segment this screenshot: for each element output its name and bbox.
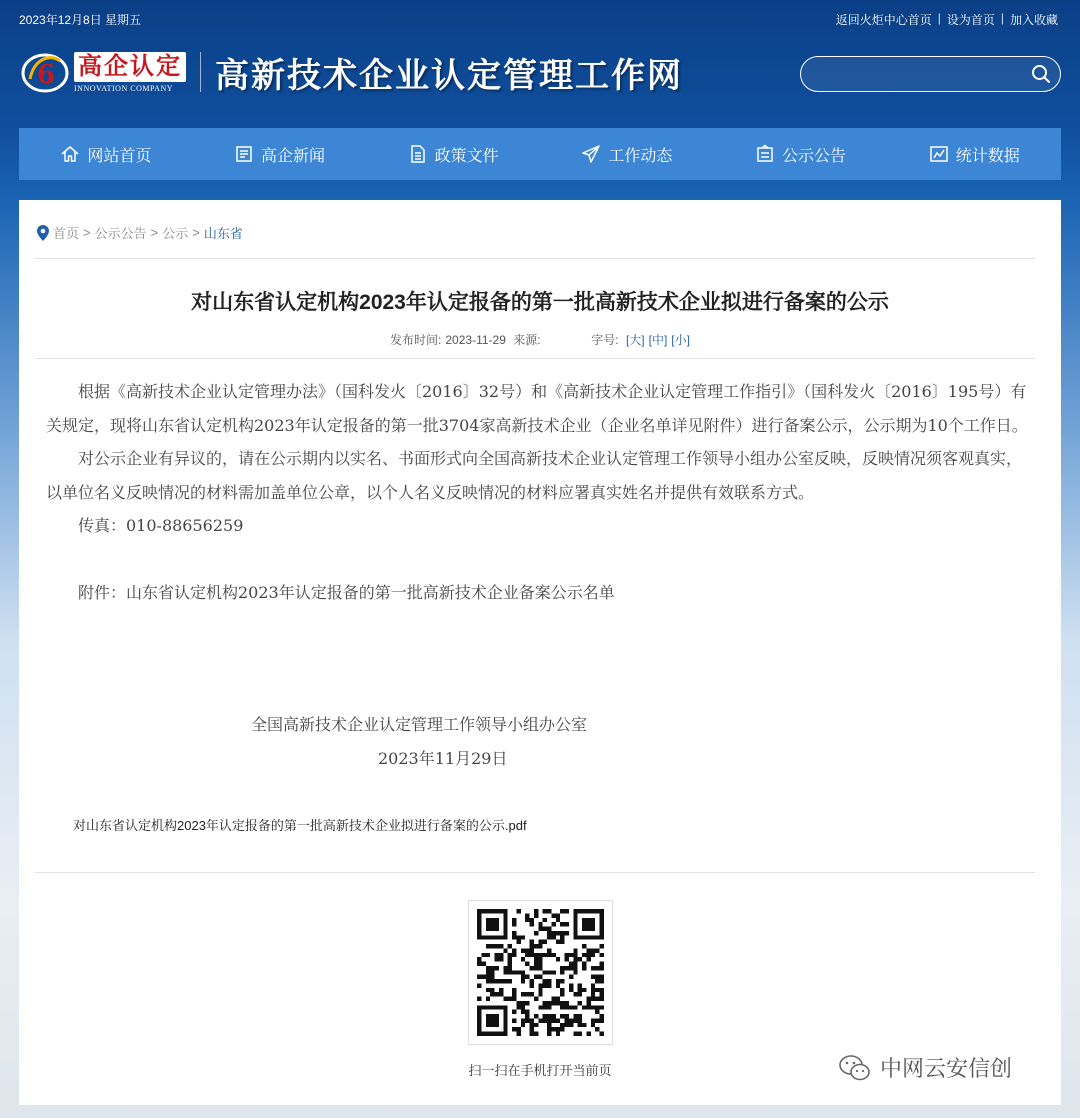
publish-date: 2023-11-29 <box>445 333 506 347</box>
nav-home[interactable] <box>19 128 193 180</box>
font-size-large-button[interactable]: [大] <box>625 333 645 347</box>
logo-text <box>74 52 186 93</box>
qr-code <box>468 900 613 1045</box>
location-pin-icon <box>37 225 49 241</box>
breadcrumb-separator: > <box>83 225 91 240</box>
nav-news[interactable] <box>193 128 367 180</box>
publish-label: 发布时间: <box>390 333 442 347</box>
logo-swirl-icon <box>20 47 70 97</box>
article-paragraph: 对公示企业有异议的，请在公示期内以实名、书面形式向全国高新技术企业认定管理工作领导小组办公室反映，反映情况须客观真实，以单位名义反映情况的材料需加盖单位公章，以个人名义反映情况的材料应署真实姓名并提供有效联系方式。 <box>46 449 1023 502</box>
breadcrumb-current[interactable]: 山东省 <box>203 226 243 241</box>
breadcrumb <box>37 223 243 242</box>
article-panel <box>19 200 1061 1105</box>
main-nav <box>19 128 1061 180</box>
back-to-torch-home-link[interactable]: 返回火炬中心首页 <box>835 13 932 27</box>
divider <box>35 358 1035 359</box>
brand-divider <box>200 52 201 92</box>
send-icon <box>581 144 601 164</box>
search-box <box>800 56 1061 92</box>
home-icon <box>60 144 80 164</box>
nav-label: 统计数据 <box>955 147 1020 165</box>
divider <box>35 258 1035 259</box>
blank-line <box>46 543 1036 577</box>
search-input[interactable] <box>815 64 1025 84</box>
nav-notices[interactable] <box>714 128 888 180</box>
breadcrumb-separator: > <box>192 225 200 240</box>
breadcrumb-home[interactable]: 首页 <box>53 226 80 241</box>
current-date: 2023年12月8日 星期五 <box>19 13 142 27</box>
nav-policy[interactable] <box>366 128 540 180</box>
signature-date: 2023年11月29日 <box>378 749 508 768</box>
breadcrumb-separator: > <box>150 225 159 240</box>
svg-text:6: 6 <box>37 60 56 90</box>
wechat-watermark <box>838 1052 1012 1083</box>
link-separator: | <box>937 11 941 25</box>
font-size-medium-button[interactable]: [中] <box>648 333 668 347</box>
set-homepage-link[interactable]: 设为首页 <box>946 13 995 27</box>
search-icon[interactable] <box>1030 63 1052 85</box>
top-bar <box>0 0 1080 36</box>
add-favorite-link[interactable]: 加入收藏 <box>1009 13 1058 27</box>
wechat-icon <box>838 1053 872 1083</box>
qr-code-image <box>477 909 604 1036</box>
watermark-text: 中网云安信创 <box>880 1056 1013 1081</box>
font-size-label: 字号: <box>591 333 619 347</box>
top-links <box>836 11 1058 28</box>
qr-caption: 扫一扫在手机打开当前页 <box>468 1063 612 1078</box>
article-meta <box>19 331 1061 348</box>
divider <box>35 872 1035 873</box>
logo-chinese: 高企认定 <box>74 52 186 82</box>
notice-icon <box>755 144 775 164</box>
nav-statistics[interactable] <box>887 128 1061 180</box>
nav-label: 高企新闻 <box>261 147 326 165</box>
article-body <box>46 375 1036 610</box>
nav-work-updates[interactable] <box>540 128 714 180</box>
attachment-pdf-link[interactable]: 对山东省认定机构2023年认定报备的第一批高新技术企业拟进行备案的公示.pdf <box>73 818 527 833</box>
site-title: 高新技术企业认定管理工作网 <box>215 55 683 96</box>
nav-label: 工作动态 <box>608 147 673 165</box>
nav-label: 网站首页 <box>87 147 152 165</box>
article-paragraph: 传真：010-88656259 <box>78 516 244 535</box>
site-brand[interactable] <box>20 44 683 100</box>
attachment-text: 附件：山东省认定机构2023年认定报备的第一批高新技术企业备案公示名单 <box>78 583 615 602</box>
breadcrumb-notices[interactable]: 公示公告 <box>94 226 147 241</box>
source-label: 来源: <box>513 333 541 347</box>
nav-label: 公示公告 <box>782 147 847 165</box>
breadcrumb-publicity[interactable]: 公示 <box>162 226 189 241</box>
signature-org: 全国高新技术企业认定管理工作领导小组办公室 <box>251 715 588 734</box>
link-separator: | <box>1000 11 1004 25</box>
article-title: 对山东省认定机构2023年认定报备的第一批高新技术企业拟进行备案的公示 <box>191 291 889 314</box>
logo-english: INNOVATION COMPANY <box>74 83 174 93</box>
font-size-small-button[interactable]: [小] <box>671 333 690 347</box>
nav-label: 政策文件 <box>434 147 499 165</box>
document-icon <box>408 144 428 164</box>
news-icon <box>234 144 254 164</box>
chart-icon <box>929 144 949 164</box>
article-paragraph: 根据《高新技术企业认定管理办法》（国科发火〔2016〕32号）和《高新技术企业认定管理工作指引》（国科发火〔2016〕195号）有关规定，现将山东省认定机构2023年认定报备的第一批3704家高新技术企业（企业名单详见附件）进行备案公示，公示期为10个工作日。 <box>46 382 1028 435</box>
